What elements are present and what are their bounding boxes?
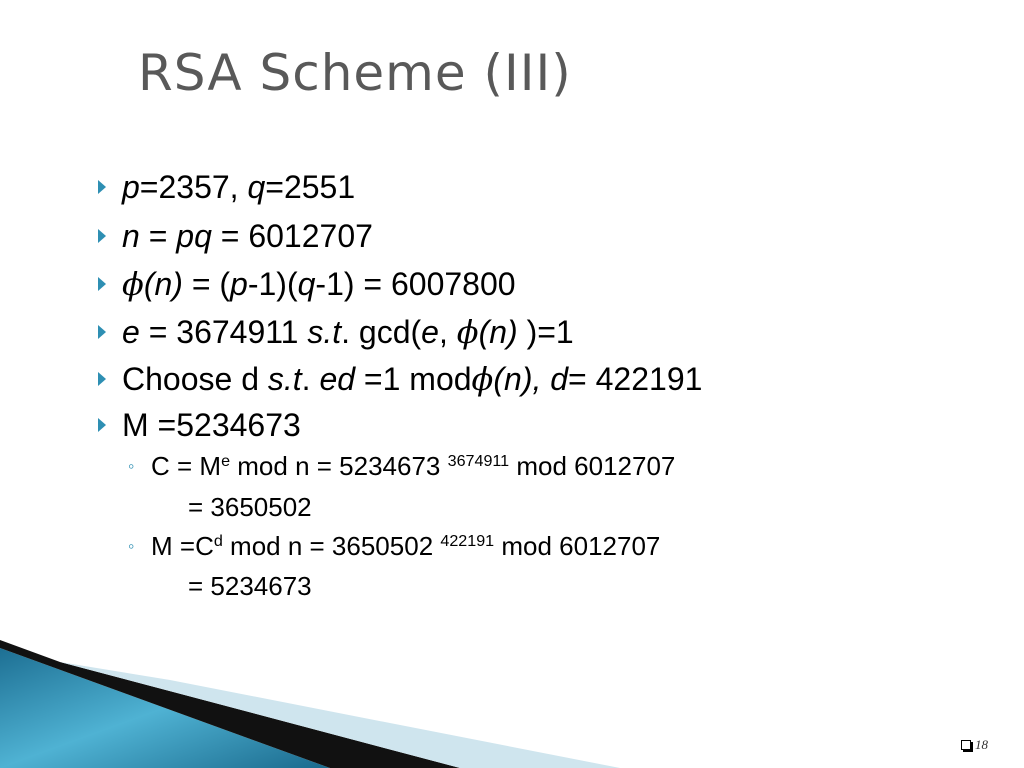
page-number: [961, 737, 988, 753]
phi-symbol: ϕ: [471, 360, 494, 398]
text: s.t: [267, 361, 302, 397]
text: = 6012707: [211, 218, 373, 254]
bullet-message: [122, 405, 301, 445]
var-q: q: [247, 169, 266, 205]
text: (n): [478, 314, 518, 350]
sub-bullet-encrypt-result: = 3650502: [188, 492, 312, 522]
circle-bullet-icon: ◦: [128, 456, 135, 476]
circle-bullet-icon: ◦: [128, 536, 135, 556]
text: s.t: [307, 314, 342, 350]
text: =1 mod: [355, 361, 472, 397]
text: (n), d: [493, 361, 569, 397]
text: mod n = 5234673: [230, 451, 448, 481]
var-ed: ed: [319, 361, 356, 397]
var-n: n: [122, 218, 140, 254]
superscript: 3674911: [447, 452, 510, 471]
checkbox-bullet-icon: [961, 740, 971, 750]
bullet-arrow-icon: [98, 180, 106, 194]
text: .: [301, 361, 320, 397]
text: C = M: [151, 451, 222, 481]
text: = 422191: [568, 361, 703, 397]
var-p: p: [230, 266, 248, 302]
var-p: p: [122, 169, 140, 205]
var-pq: pq: [176, 218, 212, 254]
sub-bullet-decrypt-result: = 5234673: [188, 571, 312, 601]
text: (n): [143, 266, 183, 302]
bullet-arrow-icon: [98, 229, 106, 243]
sub-bullet-decrypt: [128, 529, 661, 563]
text: = 3674911: [139, 314, 308, 350]
bullet-public-exponent: [122, 312, 574, 352]
slide-title: RSA Scheme (III): [138, 44, 572, 102]
text: Choose d: [122, 361, 268, 397]
text: =: [139, 218, 177, 254]
text: . gcd(: [341, 314, 422, 350]
text: M =5234673: [122, 407, 301, 443]
bullet-totient: [122, 264, 516, 304]
bullet-modulus: [122, 216, 373, 256]
var-e: e: [421, 314, 439, 350]
var-e: e: [122, 314, 140, 350]
text: =2357,: [139, 169, 248, 205]
sub-bullet-encrypt: [128, 449, 676, 483]
text: mod 6012707: [509, 451, 676, 481]
text: =2551: [265, 169, 356, 205]
text: ,: [438, 314, 457, 350]
bullet-arrow-icon: [98, 325, 106, 339]
text: -1) = 6007800: [315, 266, 516, 302]
text: mod 6012707: [494, 531, 661, 561]
phi-symbol: ϕ: [122, 265, 144, 303]
bullet-arrow-icon: [98, 372, 106, 386]
superscript: d: [213, 532, 223, 551]
text: )=1: [517, 314, 574, 350]
phi-symbol: ϕ: [456, 313, 479, 351]
corner-decoration: [0, 640, 620, 768]
bullet-arrow-icon: [98, 418, 106, 432]
text: M =C: [151, 531, 214, 561]
text: mod n = 3650502: [222, 531, 441, 561]
var-q: q: [297, 266, 316, 302]
superscript: e: [221, 452, 231, 471]
text: = (: [182, 266, 231, 302]
bullet-private-exponent: [122, 359, 702, 399]
superscript: 422191: [440, 532, 495, 551]
page-number-value: 18: [975, 737, 988, 752]
text: -1)(: [247, 266, 298, 302]
bullet-primes: [122, 167, 355, 207]
bullet-arrow-icon: [98, 277, 106, 291]
